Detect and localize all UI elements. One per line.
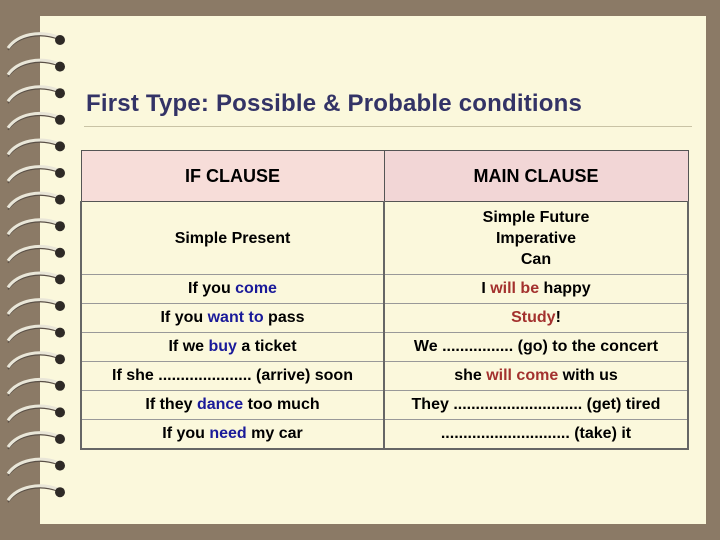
if-clause-cell [81,333,384,362]
clause-text: If you [162,425,210,442]
if-clause-cell [81,304,384,333]
main-tenses [384,202,688,275]
if-clause-cell [81,275,384,304]
main-clause-cell [384,362,688,391]
clause-text: We ................ (go) to the concert [413,338,659,355]
clause-text: my car [246,425,303,442]
example-row [81,333,688,362]
clause-text: They ............................. (get) tired [411,396,661,413]
clause-text: come [235,280,277,297]
spiral-ring-icon [8,60,65,76]
clause-text: ............................. (take) it [440,425,632,442]
main-clause-cell [384,420,688,450]
clause-text: If we [168,338,209,355]
spiral-ring-icon [8,246,65,262]
if-clause-cell [81,391,384,420]
clause-text: dance [196,396,244,413]
clause-text: pass [263,309,305,326]
spiral-ring-icon [8,87,65,103]
clause-text: If you [160,309,208,326]
spiral-ring-icon [8,140,65,156]
clause-text: too much [243,396,320,413]
clause-text: need [209,425,247,442]
if-clause-cell [81,420,384,450]
spiral-ring-icon [8,406,65,422]
clause-text: If they [145,396,197,413]
example-row [81,275,688,304]
clause-text: a ticket [236,338,297,355]
clause-text: with us [558,367,618,384]
main-tense-line: Simple Future [482,208,590,226]
spiral-ring-icon [8,273,65,289]
spiral-ring-icon [8,379,65,395]
clause-text: Study [511,309,556,326]
table-header-row [81,151,688,202]
conditionals-table [80,150,689,450]
clause-text: buy [208,338,237,355]
main-clause-cell [384,333,688,362]
tense-row [81,202,688,275]
spiral-ring-icon [8,486,65,502]
clause-text: ! [555,309,561,326]
clause-text: she [454,367,487,384]
clause-text: happy [539,280,591,297]
spiral-ring-icon [8,459,65,475]
header-main-clause: MAIN CLAUSE [384,151,688,202]
example-row [81,420,688,450]
main-clause-cell [384,304,688,333]
spiral-ring-icon [8,326,65,342]
spiral-ring-icon [8,433,65,449]
spiral-ring-icon [8,167,65,183]
header-if-clause: IF CLAUSE [81,151,384,202]
main-tense-line: Imperative [495,229,577,247]
clause-text: I [481,280,491,297]
spiral-binding-icon [0,0,80,540]
example-row [81,304,688,333]
clause-text: If you [188,280,236,297]
main-clause-cell [384,275,688,304]
title-divider [84,126,692,127]
spiral-ring-icon [8,353,65,369]
clause-text: want to [207,309,264,326]
clause-text: will be [490,280,540,297]
spiral-ring-icon [8,193,65,209]
example-row [81,362,688,391]
if-clause-cell [81,362,384,391]
page-title: First Type: Possible & Probable conditions [86,90,583,117]
example-row [81,391,688,420]
spiral-ring-icon [8,300,65,316]
spiral-ring-icon [8,34,65,50]
main-clause-cell [384,391,688,420]
spiral-ring-icon [8,220,65,236]
if-tense: Simple Present [81,202,384,275]
spiral-ring-icon [8,113,65,129]
main-tense-line: Can [520,250,552,268]
clause-text: will come [486,367,559,384]
clause-text: If she ..................... (arrive) soon [112,367,353,384]
